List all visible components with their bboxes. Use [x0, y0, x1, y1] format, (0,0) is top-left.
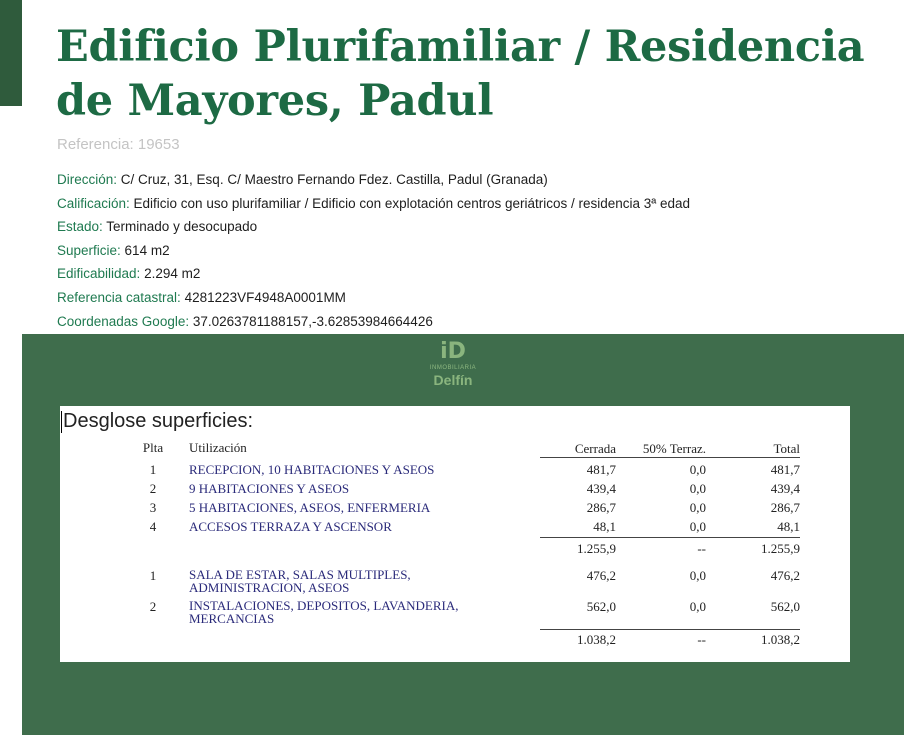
header-cerrada: Cerrada [574, 441, 616, 456]
field-direccion [57, 170, 690, 194]
brand-logo [420, 340, 486, 396]
reference-number: Referencia: 19653 [57, 136, 180, 153]
cell-cerrada: 439,4 [586, 481, 616, 496]
field-value: Edificio con uso plurifamiliar / Edificio con explotación centros geriátricos / residencia 3ª edad [129, 195, 691, 211]
cell-terraz: 0,0 [689, 568, 706, 583]
cell-utilizacion [189, 599, 458, 625]
cell-terraz: 0,0 [689, 519, 706, 534]
text-cursor [61, 411, 62, 433]
cell-total: 476,2 [770, 568, 800, 583]
logo-mark: iD [440, 339, 466, 364]
cell-utilizacion-line: MERCANCIAS [189, 611, 275, 626]
surface-breakdown-document [60, 406, 850, 662]
header-terraz: 50% Terraz. [642, 441, 706, 456]
property-details [57, 170, 690, 335]
breakdown-title: Desglose superficies: [63, 410, 254, 432]
accent-bar [0, 0, 22, 106]
cell-plta: 2 [149, 599, 157, 614]
field-value: 614 m2 [120, 242, 170, 258]
cell-plta: 2 [149, 481, 157, 496]
logo-name: Delfín [433, 372, 473, 388]
cell-utilizacion: 9 HABITACIONES Y ASEOS [189, 481, 350, 496]
field-label: Superficie: [57, 242, 121, 258]
cell-total: 286,7 [770, 500, 800, 515]
cell-cerrada: 48,1 [593, 519, 616, 534]
cell-utilizacion-line: INSTALACIONES, DEPOSITOS, LAVANDERIA, [189, 598, 459, 613]
cell-terraz: 0,0 [689, 462, 706, 477]
field-value: 4281223VF4948A0001MM [180, 289, 346, 305]
cell-cerrada: 286,7 [586, 500, 616, 515]
header-total: Total [773, 441, 800, 456]
cell-cerrada: 481,7 [586, 462, 616, 477]
header-utilizacion: Utilización [189, 440, 247, 455]
cell-total: 481,7 [770, 462, 800, 477]
cell-total: 562,0 [770, 599, 800, 614]
cell-terraz: 0,0 [689, 599, 706, 614]
page-title: Edificio Plurifamiliar / Residencia de Mayores, Padul [56, 22, 865, 126]
cell-cerrada: 562,0 [586, 599, 616, 614]
field-edificabilidad [57, 264, 690, 288]
cell-plta: 1 [149, 568, 157, 583]
field-label: Dirección: [57, 172, 118, 187]
subtotal-total: 1.255,9 [761, 541, 800, 556]
field-estado [57, 217, 690, 241]
field-label: Coordenadas Google: [57, 313, 190, 329]
subtotal-total: 1.038,2 [761, 632, 800, 647]
subtotal-divider [540, 629, 800, 630]
header-plta: Plta [142, 440, 164, 455]
cell-terraz: 0,0 [689, 481, 706, 496]
field-value: Terminado y desocupado [102, 219, 258, 235]
cell-plta: 1 [149, 462, 157, 477]
field-label: Estado: [57, 219, 103, 235]
header-divider [540, 457, 800, 458]
field-value: C/ Cruz, 31, Esq. C/ Maestro Fernando Fdez. Castilla, Padul (Granada) [117, 172, 548, 187]
subtotal-terraz: -- [697, 632, 706, 647]
cell-terraz: 0,0 [689, 500, 706, 515]
cell-utilizacion: 5 HABITACIONES, ASEOS, ENFERMERIA [189, 500, 431, 515]
subtotal-cerrada: 1.255,9 [577, 541, 616, 556]
field-label: Referencia catastral: [57, 289, 181, 305]
field-label: Calificación: [57, 195, 130, 211]
field-coordenadas [57, 312, 690, 336]
cell-total: 48,1 [777, 519, 800, 534]
field-value: 2.294 m2 [140, 266, 201, 282]
cell-utilizacion: RECEPCION, 10 HABITACIONES Y ASEOS [189, 462, 435, 477]
subtotal-divider [540, 537, 800, 538]
logo-subtitle: INMOBILIARIA [429, 365, 477, 371]
subtotal-terraz: -- [697, 541, 706, 556]
cell-utilizacion [189, 568, 411, 594]
cell-utilizacion-line: SALA DE ESTAR, SALAS MULTIPLES, [189, 567, 411, 582]
cell-plta: 4 [149, 519, 157, 534]
cell-utilizacion: ACCESOS TERRAZA Y ASCENSOR [189, 519, 392, 534]
field-value: 37.0263781188157,-3.62853984664426 [189, 313, 433, 329]
cell-total: 439,4 [770, 481, 800, 496]
field-label: Edificabilidad: [57, 266, 141, 282]
cell-plta: 3 [149, 500, 157, 515]
cell-cerrada: 476,2 [586, 568, 616, 583]
subtotal-cerrada: 1.038,2 [577, 632, 616, 647]
field-calificacion [57, 194, 690, 218]
cell-utilizacion-line: ADMINISTRACION, ASEOS [189, 580, 350, 595]
field-referencia-catastral [57, 288, 690, 312]
field-superficie [57, 241, 690, 265]
